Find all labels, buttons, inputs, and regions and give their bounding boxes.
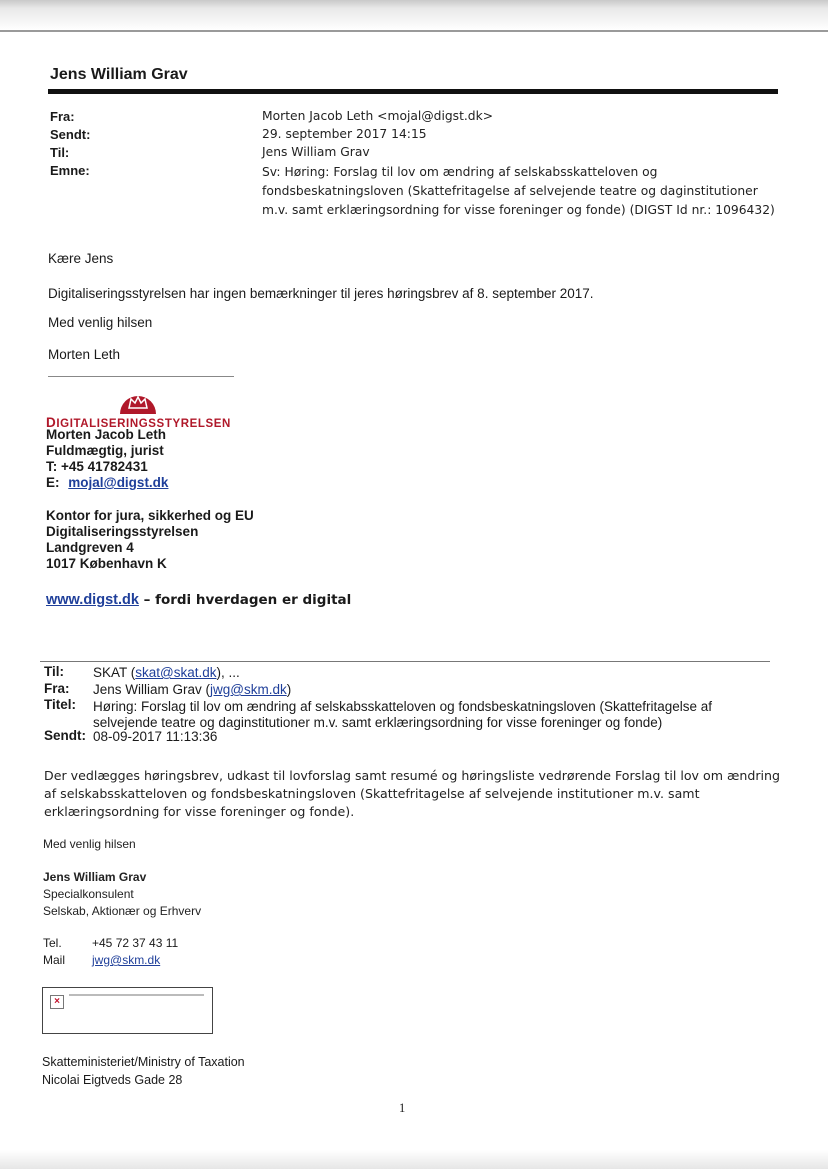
fwd-body-line-3: erklæringsordning for visse foreninger og fonde). — [44, 804, 355, 819]
signature-phone: T: +45 41782431 — [46, 459, 148, 474]
fwd-title-line-1: Høring: Forslag til lov om ændring af selskabsskatteloven og fondsbeskatningsloven (Skattefritagelse af — [93, 699, 713, 714]
signature-title: Fuldmægtig, jurist — [46, 443, 164, 458]
mail-link[interactable]: jwg@skm.dk — [92, 953, 161, 967]
scan-top-line — [0, 30, 828, 32]
ministry-name: Skatteministeriet/Ministry of Taxation — [42, 1055, 245, 1069]
fwd-to-value: SKAT (skat@skat.dk), ... — [93, 665, 240, 680]
tel-label: Tel. — [43, 936, 62, 950]
mail-label: Mail — [43, 953, 66, 967]
ministry-address: Nicolai Eigtveds Gade 28 — [42, 1073, 183, 1087]
reply-body: Digitaliseringsstyrelsen har ingen bemærkninger til jeres høringsbrev af 8. september 2017. — [48, 286, 594, 301]
fwd-sender-title: Specialkonsulent — [43, 887, 134, 901]
fwd-closing: Med venlig hilsen — [43, 837, 136, 851]
signature-email-row — [46, 475, 168, 491]
logo-wordmark: DIGITALISERINGSSTYRELSEN — [46, 415, 231, 430]
page-number: 1 — [399, 1101, 406, 1115]
fwd-from-email-link[interactable]: jwg@skm.dk — [210, 682, 287, 697]
tel-value: +45 72 37 43 11 — [92, 936, 179, 950]
fwd-sender-name: Jens William Grav — [43, 870, 147, 884]
fwd-from-label: Fra: — [44, 681, 70, 696]
fwd-title-line-2: selvejende teatre og daginstitutioner m.v. samt erklæringsordning for visse foreninger og fonde) — [93, 715, 663, 730]
to-label: Til: — [50, 145, 70, 160]
greeting: Kære Jens — [48, 251, 114, 266]
broken-image-icon: × — [50, 995, 64, 1009]
fwd-sent-label: Sendt: — [44, 728, 86, 743]
subject-line-2: fondsbeskatningsloven (Skattefritagelse af selvejende teatre og daginstitutioner — [262, 184, 758, 198]
fwd-sender-unit: Selskab, Aktionær og Erhverv — [43, 904, 202, 918]
signature-divider — [48, 376, 234, 377]
header-rule — [48, 89, 778, 94]
forwarded-divider — [40, 661, 770, 662]
reply-closing: Med venlig hilsen — [48, 315, 153, 330]
signature-email-label: E: — [46, 475, 60, 490]
signature-office: Kontor for jura, sikkerhed og EU — [46, 508, 254, 523]
reply-signoff: Morten Leth — [48, 347, 121, 362]
fwd-sent-value: 08-09-2017 11:13:36 — [93, 729, 218, 744]
website-link[interactable]: www.digst.dk — [46, 592, 139, 608]
signature-email-link[interactable]: mojal@digst.dk — [68, 475, 169, 490]
sent-label: Sendt: — [50, 127, 91, 142]
mailbox-owner-name: Jens William Grav — [50, 66, 188, 83]
fwd-to-label: Til: — [44, 664, 64, 679]
crown-logo-icon — [118, 388, 158, 414]
signature-street: Landgreven 4 — [46, 540, 134, 555]
signature-name: Morten Jacob Leth — [46, 427, 167, 442]
scan-bottom-edge — [0, 1150, 828, 1169]
subject-label: Emne: — [50, 163, 90, 178]
website-tagline — [46, 592, 351, 608]
from-value: Morten Jacob Leth <mojal@digst.dk> — [262, 109, 494, 123]
embedded-image-placeholder — [42, 987, 213, 1034]
signature-city: 1017 København K — [46, 556, 167, 571]
fwd-body-line-1: Der vedlægges høringsbrev, udkast til lovforslag samt resumé og høringsliste vedrørende Forslag til lov om ændring — [44, 768, 780, 783]
tagline-text: – fordi hverdagen er digital — [138, 592, 352, 608]
from-label: Fra: — [50, 109, 75, 124]
subject-line-1: Sv: Høring: Forslag til lov om ændring af selskabsskatteloven og — [262, 165, 658, 179]
signature-organization: Digitaliseringsstyrelsen — [46, 524, 199, 539]
sent-value: 29. september 2017 14:15 — [262, 127, 427, 141]
fwd-body-line-2: af selskabsskatteloven og fondsbeskatningsloven (Skattefritagelse af selvejende institutioner m.v. samt — [44, 786, 700, 801]
fwd-to-email-link[interactable]: skat@skat.dk — [135, 665, 217, 680]
fwd-from-value: Jens William Grav (jwg@skm.dk) — [93, 682, 292, 697]
broken-image-caption — [69, 994, 204, 996]
subject-line-3: m.v. samt erklæringsordning for visse foreninger og fonde) (DIGST Id nr.: 1096432) — [262, 203, 775, 217]
fwd-title-label: Titel: — [44, 697, 77, 712]
to-value: Jens William Grav — [262, 145, 370, 159]
